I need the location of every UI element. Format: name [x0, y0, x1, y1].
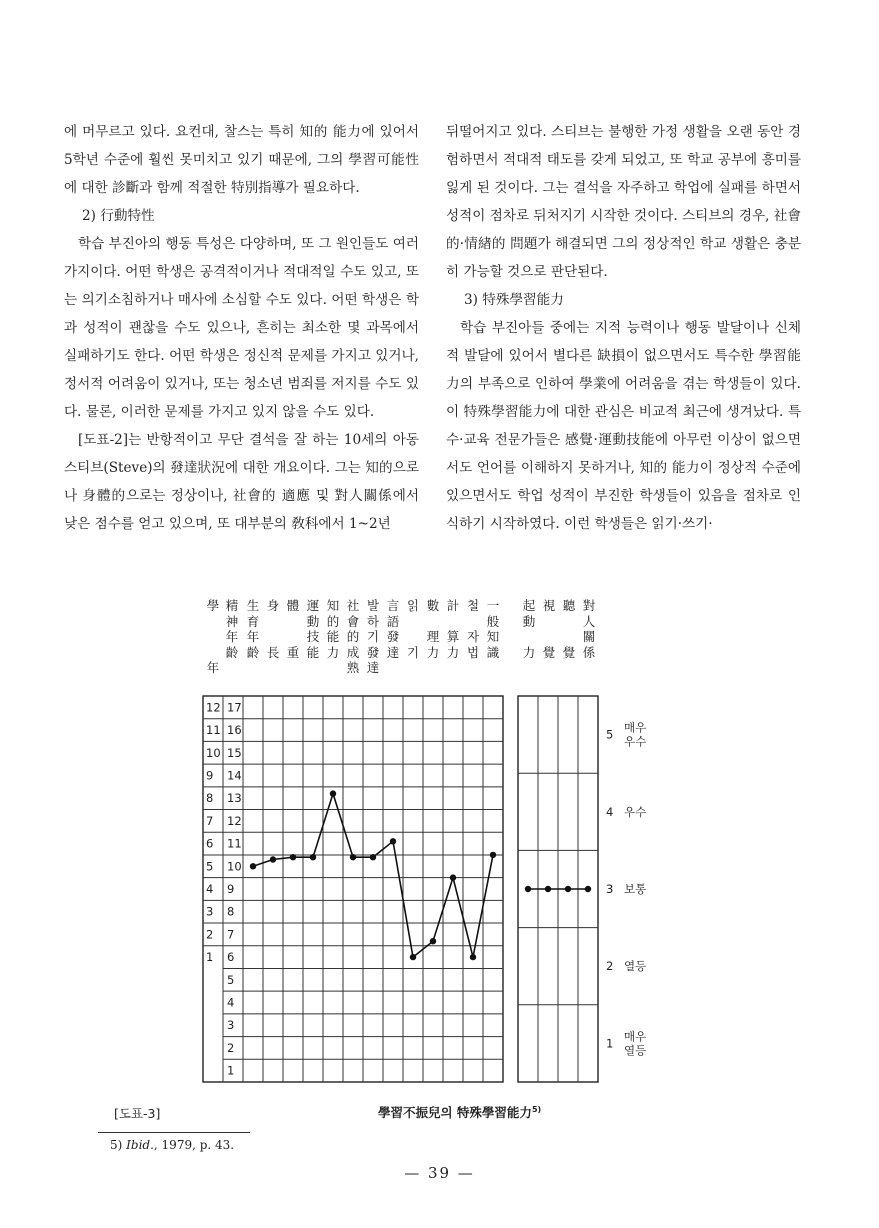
series-point-development — [390, 838, 396, 844]
header-motor-skill: 運 動 技 能 — [306, 598, 320, 660]
rating-word-label: 열등 — [624, 1043, 647, 1058]
series-point-development — [450, 874, 456, 880]
section-heading-special-ability: 3) 特殊學習能力 — [464, 292, 564, 308]
rating-word-label: 매우 — [624, 720, 647, 735]
paragraph-steve-continued: 뒤떨어지고 있다. 스티브는 불행한 가정 생활을 오랜 동안 경험하면서 적대적 태도를 갖게 되었고, 또 학교 공부에 흥미를 잃게 된 것이다. 그는 결석을 자주하고 학업에 실패를 하면서 성적이 점차로 뒤처지기 시작한 것이다. 스티브의 경우, 社會的·情緖的 問題가 해결되면 그의 정상적인 학교 생활은 충분히 가능할 것으로 판단된다. — [446, 124, 801, 280]
series-point-side — [585, 886, 591, 892]
footnote-rule — [98, 1132, 250, 1133]
paragraph-steve: [도표-2]는 반항적이고 무단 결석을 잘 하는 10세의 아동 스티브(Steve)의 發達狀況에 대한 개요이다. 그는 知的으로나 身體的으로는 정상이나, 社會的 適應 및 對人關係에서 낮은 점수를 얻고 있으며, 또 대부분의 敎科에서 1~2년 — [64, 432, 419, 532]
rating-word-label: 우수 — [624, 734, 647, 749]
paragraph-special-ability: 학습 부진아들 중에는 지적 능력이나 행동 발달이나 신체적 발달에 있어서 별다른 缺損이 없으면서도 특수한 學習能力의 부족으로 인하여 學業에 어려움을 겪는 학생들이 있다. 이 特殊學習能力에 대한 관심은 비교적 최근에 생겨났다. 특수·교육 전문가들은 感覺·運動技能에 아무런 이상이 없으면서도 언어를 이해하지 못하거나, 知的 能力이 정상적 수준에 있으면서도 학업 성적이 부진한 학생들이 있음을 점차로 인식하기 시작하였다. 이런 학생들은 읽기·쓰기· — [446, 320, 801, 532]
header-hearing: 聽 覺 — [562, 598, 576, 660]
rating-level-label: 5 — [606, 727, 614, 742]
age-tick-label: 10 — [227, 859, 242, 874]
age-tick-label: 1 — [227, 1063, 235, 1078]
paragraph-continuation: 에 머무르고 있다. 요컨대, 찰스는 특히 知的 能力에 있어서 5학년 수준에 훨씬 못미치고 있기 때문에, 그의 學習可能性에 대한 診斷과 함께 적절한 特別指導가 필요하다. — [64, 124, 419, 196]
grade-tick-label: 3 — [206, 904, 214, 919]
series-point-development — [430, 938, 436, 944]
rating-level-label: 2 — [606, 959, 614, 974]
age-tick-label: 14 — [227, 768, 242, 783]
series-point-development — [490, 852, 496, 858]
tick-labels — [206, 700, 242, 1077]
age-tick-label: 8 — [227, 904, 235, 919]
rating-word-label: 우수 — [624, 804, 647, 819]
series-layer — [250, 790, 591, 960]
grade-tick-label: 6 — [206, 836, 214, 851]
grade-tick-label: 2 — [206, 927, 214, 942]
age-tick-label: 11 — [227, 836, 242, 851]
series-point-development — [410, 954, 416, 960]
header-speaking: 발 하 기 發 達 — [366, 598, 380, 675]
main-grid-frame — [203, 696, 503, 1082]
series-point-development — [330, 790, 336, 796]
grade-tick-label: 11 — [206, 723, 221, 738]
grade-tick-label: 9 — [206, 768, 214, 783]
rating-labels — [606, 721, 646, 1058]
rating-level-label: 3 — [606, 882, 614, 896]
series-point-development — [370, 854, 376, 860]
figure-caption: 學習不振兒의 特殊學習能力$^{5)}$ — [378, 1104, 542, 1120]
header-growth-age: 生 育 年 齡 — [246, 598, 260, 660]
series-point-development — [270, 856, 276, 862]
grade-tick-label: 5 — [206, 859, 214, 874]
series-line-development — [253, 794, 493, 958]
age-tick-label: 16 — [227, 723, 242, 738]
footnote: 5) Ibid., 1979, p. 43. — [110, 1138, 235, 1152]
series-point-development — [290, 854, 296, 860]
age-tick-label: 4 — [227, 995, 235, 1010]
grade-tick-label: 12 — [206, 700, 221, 715]
page-number: — 39 — — [404, 1164, 475, 1182]
grade-tick-label: 10 — [206, 745, 221, 760]
paragraph-behavior: 학습 부진아의 행동 특성은 다양하며, 또 그 원인들도 여러 가지이다. 어떤 학생은 공격적이거나 적대적일 수도 있고, 또는 의기소침하거나 매사에 소심할 수도 있다. 어떤 학생은 학과 성적이 괜찮을 수도 있으나, 흔히는 최소한 몇 과목에서 실패하기도 한다. 어떤 학생은 정신적 문제를 가지고 있거나, 정서적 어려움이 있거나, 또는 청소년 범죄를 저지를 수도 있다. 물론, 이러한 문제를 가지고 있지 않을 수도 있다. — [64, 236, 419, 420]
age-tick-label: 3 — [227, 1018, 235, 1033]
rating-word-label: 열등 — [624, 959, 647, 974]
header-grade: 學 年 — [206, 598, 220, 675]
age-tick-label: 5 — [227, 972, 235, 987]
age-tick-label: 12 — [227, 813, 242, 828]
age-tick-label: 15 — [227, 745, 242, 760]
grade-tick-label: 4 — [206, 882, 214, 896]
rating-word-label: 매우 — [624, 1029, 647, 1044]
series-point-development — [350, 854, 356, 860]
header-mental-age: 精 神 年 齡 — [225, 598, 239, 660]
age-tick-label: 9 — [227, 882, 235, 896]
grade-tick-label: 1 — [206, 950, 214, 965]
rating-level-label: 1 — [606, 1036, 614, 1051]
caption-footnote-mark: 5) — [531, 1104, 542, 1114]
age-tick-label: 7 — [227, 927, 235, 942]
series-point-development — [250, 863, 256, 869]
header-reading: 읽 기 — [406, 598, 420, 660]
grade-tick-label: 7 — [206, 813, 214, 828]
header-math-reasoning: 數 理 力 — [426, 598, 440, 660]
header-vision: 視 覺 — [542, 598, 556, 660]
age-tick-label: 2 — [227, 1040, 235, 1055]
header-language: 言 語 發 達 — [386, 598, 400, 660]
header-initiative: 起 動 力 — [522, 598, 536, 660]
series-point-development — [310, 854, 316, 860]
header-weight: 體 重 — [286, 598, 300, 660]
main-grid — [203, 696, 503, 1082]
rating-level-label: 4 — [606, 804, 614, 819]
header-spelling: 철 자 법 — [466, 598, 480, 660]
section-heading-behavior: 2) 行動特性 — [82, 208, 155, 224]
header-interpersonal: 對 人 關 係 — [582, 598, 596, 660]
grade-tick-label: 8 — [206, 791, 214, 806]
header-calculation: 計 算 力 — [446, 598, 460, 660]
age-tick-label: 6 — [227, 950, 235, 965]
series-point-side — [545, 886, 551, 892]
figure-label: [도표-3] — [114, 1106, 161, 1121]
series-point-side — [565, 886, 571, 892]
header-height: 身 長 — [266, 598, 280, 660]
series-point-development — [470, 954, 476, 960]
series-point-side — [525, 886, 531, 892]
header-intellect: 知 的 能 力 — [326, 598, 340, 660]
header-general-knowledge: 一 般 知 識 — [486, 598, 500, 660]
rating-word-label: 보통 — [624, 882, 647, 896]
age-tick-label: 17 — [227, 700, 242, 715]
header-social-maturity: 社 會 的 成 熟 — [346, 598, 360, 675]
age-tick-label: 13 — [227, 791, 242, 806]
